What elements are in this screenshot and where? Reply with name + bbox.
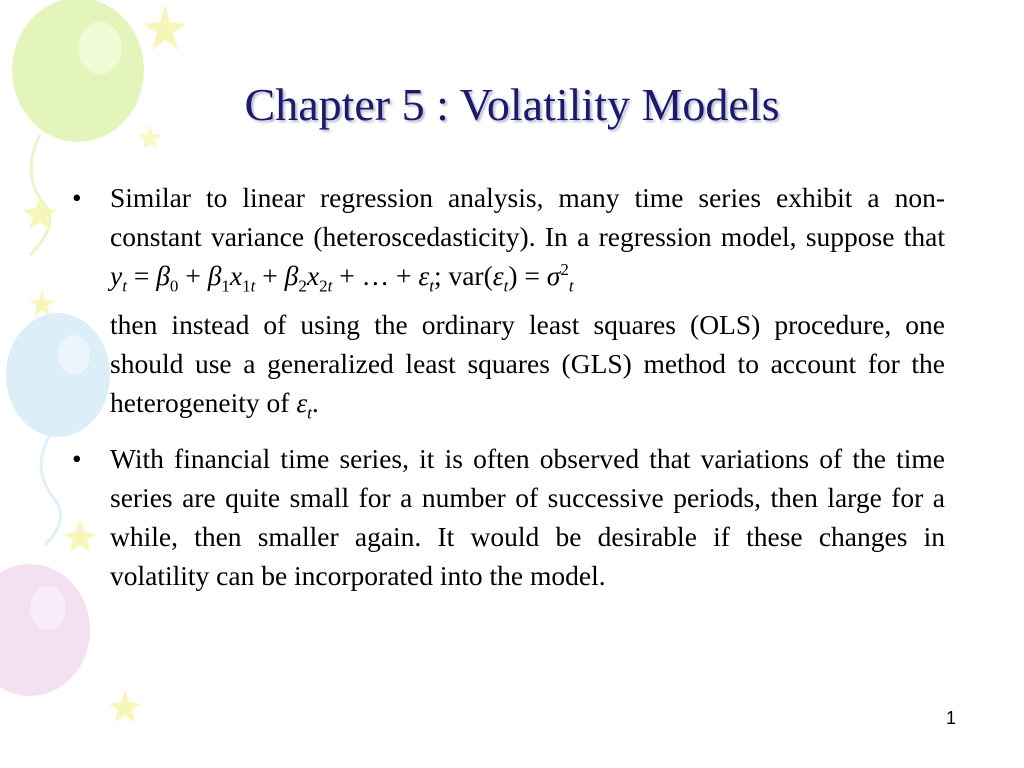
bullet-2-text: With financial time series, it is often observed that variations of the time series are quite small for a number of successive periods, then large for a while, then smaller again. It would be desirable if these changes in volatility can be incorporated into the model. <box>110 443 945 591</box>
bullet-1-text: Similar to linear regression analysis, many time series exhibit a non-constant variance (heteroscedasticity). In a regression model, suppose that <box>110 182 945 252</box>
bullet-2 <box>72 439 945 595</box>
slide-title: Chapter 5 : Volatility Models <box>244 79 780 130</box>
slide-body <box>72 178 945 595</box>
bullet-1-continuation: then instead of using the ordinary least squares (OLS) procedure, one should use a generalized least squares (GLS) method to account for the heterogeneity of $\varepsilon_t$. <box>110 309 945 423</box>
bullet-dot: • <box>72 182 82 213</box>
page-number: 1 <box>946 708 957 728</box>
regression-formula: $y_t = \beta_0 + \beta_1x_{1t} + \beta_2x_{2t}$ + … + $\varepsilon_t$; $var(\varepsilon_t) = \sigma^2_t$ <box>110 259 574 296</box>
bullet-dot: • <box>72 443 82 474</box>
bullet-1 <box>72 178 945 295</box>
